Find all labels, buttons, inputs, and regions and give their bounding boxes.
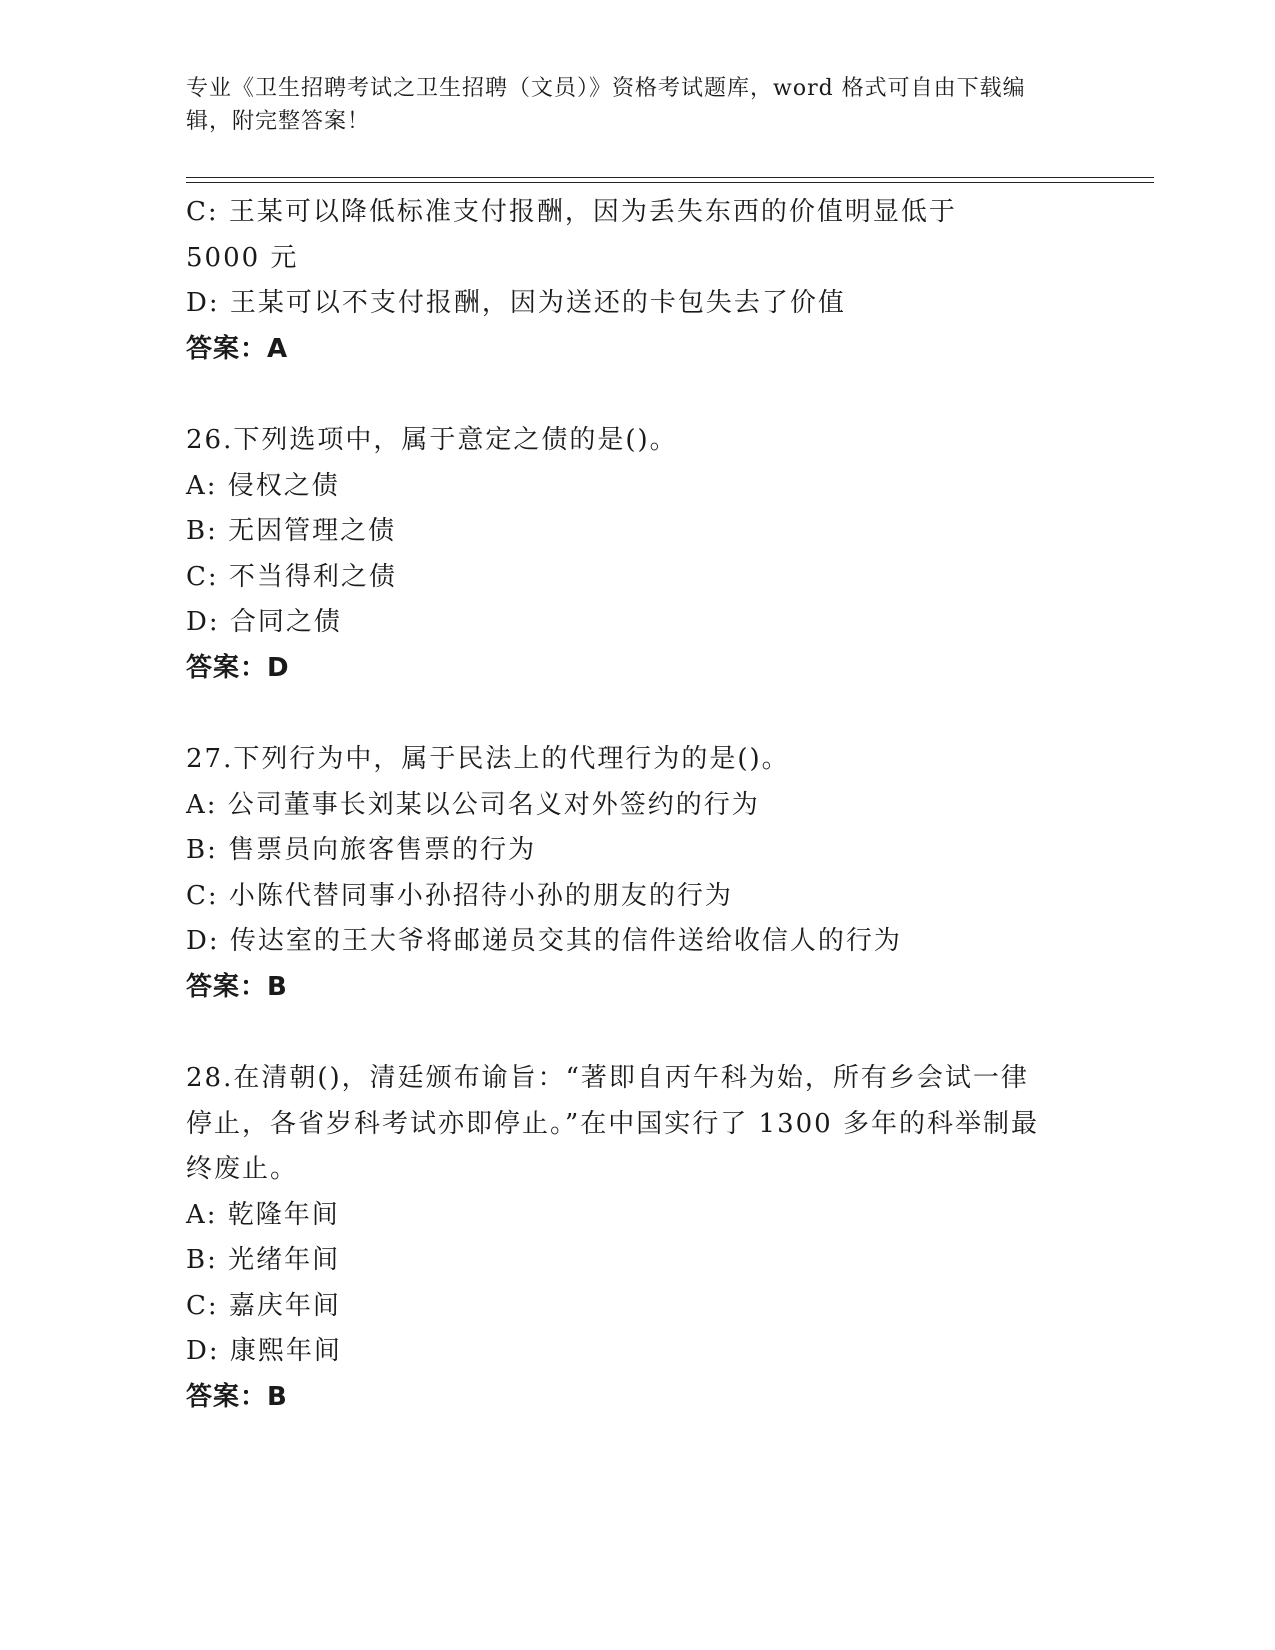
question-28: [186, 1056, 1086, 1420]
previous-question-block: [186, 190, 1086, 372]
header-rule-bottom: [186, 182, 1154, 183]
question-stem: 28.在清朝()，清廷颁布谕旨：“著即自丙午科为始，所有乡会试一律停止，各省岁科考试亦即停止。”在中国实行了 1300 多年的科举制最终废止。: [186, 1063, 1039, 1184]
option-d: D: 王某可以不支付报酬，因为送还的卡包失去了价值: [186, 288, 846, 318]
question-content: [186, 190, 1086, 1420]
option-c: C: 小陈代替同事小孙招待小孙的朋友的行为: [186, 880, 733, 911]
document-header: 专业《卫生招聘考试之卫生招聘（文员）》资格考试题库，word 格式可自由下载编辑，附完整答案！: [186, 76, 1026, 134]
spacer: [186, 1010, 1086, 1056]
option-c: C: 嘉庆年间: [186, 1290, 341, 1321]
answer-label: 答案：A: [186, 333, 289, 364]
option-d: D: 合同之债: [186, 607, 342, 637]
spacer: [186, 372, 1086, 418]
answer-label: 答案：D: [186, 652, 290, 683]
header-rule-top: [186, 177, 1154, 178]
question-stem: 27.下列行为中，属于民法上的代理行为的是()。: [186, 744, 790, 774]
spacer: [186, 691, 1086, 737]
option-c: C: 不当得利之债: [186, 561, 397, 592]
question-stem: 26.下列选项中，属于意定之债的是()。: [186, 425, 678, 455]
option-b: B: 光绪年间: [186, 1245, 341, 1275]
option-a: A: 侵权之债: [186, 470, 340, 501]
option-a: A: 公司董事长刘某以公司名义对外签约的行为: [186, 789, 760, 820]
option-c: C: 王某可以降低标准支付报酬，因为丢失东西的价值明显低于 5000 元: [186, 197, 957, 273]
option-a: A: 乾隆年间: [186, 1199, 340, 1230]
option-b: B: 无因管理之债: [186, 516, 397, 546]
answer-label: 答案：B: [186, 1381, 288, 1412]
option-b: B: 售票员向旅客售票的行为: [186, 835, 537, 865]
question-27: [186, 737, 1086, 1010]
answer-label: 答案：B: [186, 971, 288, 1002]
option-d: D: 康熙年间: [186, 1336, 342, 1366]
option-d: D: 传达室的王大爷将邮递员交其的信件送给收信人的行为: [186, 926, 902, 956]
question-26: [186, 418, 1086, 691]
